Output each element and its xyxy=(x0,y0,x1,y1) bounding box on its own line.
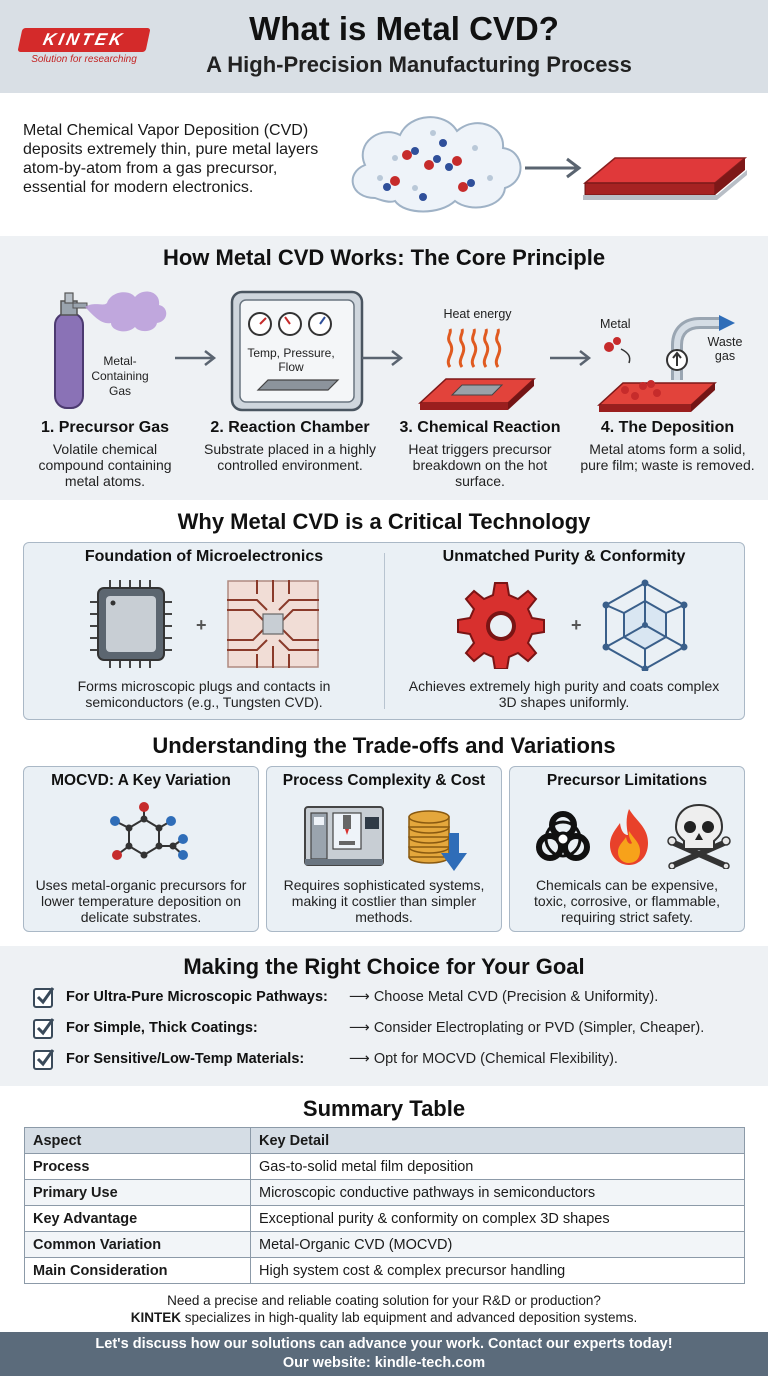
deposition-illustration xyxy=(595,305,740,415)
step-precursor-gas: 1. Precursor Gas Volatile chemical compound containing metal atoms. xyxy=(38,419,172,489)
gas-cloud-icon xyxy=(353,117,521,211)
gas-to-film-illustration xyxy=(345,103,750,228)
circuit-traces-icon xyxy=(227,580,319,668)
page-subtitle: A High-Precision Manufacturing Process xyxy=(206,52,632,77)
skull-crossbones-icon xyxy=(666,803,732,869)
table-cell-detail: Metal-Organic CVD (MOCVD) xyxy=(251,1232,745,1258)
table-cell-aspect: Main Consideration xyxy=(25,1258,251,1284)
footer-note-line2: KINTEK specializes in high-quality lab equipment and advanced deposition systems. xyxy=(130,1310,638,1325)
how-it-works-heading: How Metal CVD Works: The Core Principle xyxy=(162,245,606,270)
waste-pipe-icon xyxy=(667,315,735,380)
panel-title-precursor: Precursor Limitations xyxy=(546,772,708,789)
footer-note-line1: Need a precise and reliable coating solution for your R&D or production? xyxy=(167,1293,601,1308)
panel-title-mocvd: MOCVD: A Key Variation xyxy=(51,772,231,789)
plus-sign: + xyxy=(571,615,582,635)
table-cell-detail: Microscopic conductive pathways in semiconductors xyxy=(251,1180,745,1206)
choice-value: ⟶ Opt for MOCVD (Chemical Flexibility). xyxy=(349,1051,618,1067)
checkbox-checked-icon[interactable] xyxy=(33,986,55,1008)
table-cell-detail: High system cost & complex precursor handling xyxy=(251,1258,745,1284)
why-critical-heading: Why Metal CVD is a Critical Technology xyxy=(177,509,591,534)
biohazard-icon xyxy=(532,807,594,867)
3d-lattice-icon xyxy=(600,579,690,671)
table-row xyxy=(25,1180,745,1206)
panel-desc-precursor: Chemicals can be expensive, toxic, corrosive, or flammable, requiring strict safety. xyxy=(534,877,720,925)
svg-text:Containing: Containing xyxy=(91,369,149,383)
plus-sign: + xyxy=(196,615,207,635)
gauge-icon xyxy=(249,313,271,335)
checkbox-checked-icon[interactable] xyxy=(33,1017,55,1039)
table-cell-aspect: Primary Use xyxy=(25,1180,251,1206)
heat-waves-icon xyxy=(448,329,499,367)
cta-text: Let's discuss how our solutions can advance your work. Contact our experts today! xyxy=(95,1336,673,1352)
column-header: Key Detail xyxy=(251,1128,745,1154)
waste-gas-label: Waste gas xyxy=(707,335,743,363)
choice-heading: Making the Right Choice for Your Goal xyxy=(183,954,585,979)
choice-item xyxy=(33,1048,753,1074)
table-cell-detail: Exceptional purity & conformity on complex 3D shapes xyxy=(251,1206,745,1232)
metal-label: Metal xyxy=(600,317,631,331)
panel-desc-cost: Requires sophisticated systems, making it costlier than simpler methods. xyxy=(283,877,485,925)
svg-text:Gas: Gas xyxy=(108,384,132,398)
flame-icon xyxy=(606,807,652,867)
intro-text: Metal Chemical Vapor Deposition (CVD) deposits extremely thin, pure metal layers atom-by-atom from a gas precursor, essential for modern electronics. xyxy=(23,122,319,196)
choice-value: ⟶ Choose Metal CVD (Precision & Uniformity). xyxy=(349,989,659,1005)
arrow-right-icon xyxy=(525,159,579,177)
arrow-right-icon xyxy=(175,348,217,368)
checkbox-checked-icon[interactable] xyxy=(33,1048,55,1070)
header xyxy=(0,0,768,93)
chamber-label: Temp, Pressure, Flow xyxy=(247,346,335,374)
summary-table xyxy=(24,1127,745,1284)
gauge-icon xyxy=(279,313,301,335)
choice-label: For Sensitive/Low-Temp Materials: xyxy=(66,1051,305,1067)
metal-atom-icon xyxy=(604,337,621,352)
tradeoffs-heading: Understanding the Trade-offs and Variations xyxy=(152,733,616,758)
panel-title-microelectronics: Foundation of Microelectronics xyxy=(84,548,324,565)
table-cell-aspect: Key Advantage xyxy=(25,1206,251,1232)
gas-cylinder-icon xyxy=(55,293,87,408)
table-row xyxy=(25,1154,745,1180)
table-header-row xyxy=(25,1128,745,1154)
table-row xyxy=(25,1258,745,1284)
column-header: Aspect xyxy=(25,1128,251,1154)
choice-value: ⟶ Consider Electroplating or PVD (Simpler, Cheaper). xyxy=(349,1020,705,1036)
molecule-icon xyxy=(99,799,189,874)
heat-energy-label: Heat energy xyxy=(443,307,512,321)
intro-section xyxy=(0,93,768,236)
tradeoff-panel-precursor xyxy=(509,766,745,932)
coin-stack-down-icon xyxy=(405,803,475,875)
arrow-right-icon xyxy=(362,348,404,368)
table-cell-aspect: Common Variation xyxy=(25,1232,251,1258)
gauge-icon xyxy=(309,313,331,335)
cta-bar xyxy=(0,1332,768,1376)
choice-label: For Simple, Thick Coatings: xyxy=(66,1020,258,1036)
arrow-right-icon xyxy=(550,348,592,368)
tradeoff-panel-mocvd xyxy=(23,766,259,932)
panel-title-cost: Process Complexity & Cost xyxy=(282,772,486,789)
tradeoff-panel-cost xyxy=(266,766,502,932)
step-deposition: 4. The Deposition Metal atoms form a solid, pure film; waste is removed. xyxy=(580,419,755,473)
table-row xyxy=(25,1232,745,1258)
choice-item xyxy=(33,1017,753,1043)
table-cell-aspect: Process xyxy=(25,1154,251,1180)
metal-film-icon xyxy=(583,158,747,200)
footer-brand: KINTEK xyxy=(130,1310,181,1325)
gas-plume-icon xyxy=(85,291,166,331)
choice-item xyxy=(33,986,753,1012)
microchip-icon xyxy=(88,578,176,670)
website-link[interactable]: Our website: kindle-tech.com xyxy=(282,1355,486,1371)
summary-heading: Summary Table xyxy=(302,1096,466,1121)
footer-note xyxy=(0,1292,768,1326)
gear-icon xyxy=(456,579,546,669)
machine-icon xyxy=(303,803,385,869)
gas-label: Metal- xyxy=(103,354,137,368)
logo-tagline: Solution for researching xyxy=(31,54,137,65)
table-row xyxy=(25,1206,745,1232)
table-cell-detail: Gas-to-solid metal film deposition xyxy=(251,1154,745,1180)
step-reaction-chamber: 2. Reaction Chamber Substrate placed in a highly controlled environment. xyxy=(204,419,376,473)
panel-desc-purity: Achieves extremely high purity and coats complex 3D shapes uniformly. xyxy=(408,678,720,710)
page-title: What is Metal CVD? xyxy=(249,10,559,47)
step-chemical-reaction: 3. Chemical Reaction Heat triggers precursor breakdown on the hot surface. xyxy=(399,419,561,489)
chemical-reaction-illustration xyxy=(412,325,537,413)
panel-desc-microelectronics: Forms microscopic plugs and contacts in semiconductors (e.g., Tungsten CVD). xyxy=(77,678,331,710)
panel-title-purity: Unmatched Purity & Conformity xyxy=(442,548,686,565)
choice-label: For Ultra-Pure Microscopic Pathways: xyxy=(66,989,328,1005)
logo-wordmark: KINTEK xyxy=(17,28,150,52)
why-critical-panel xyxy=(23,542,745,720)
precursor-gas-illustration xyxy=(45,285,175,415)
panel-desc-mocvd: Uses metal-organic precursors for lower temperature deposition on delicate substrates. xyxy=(35,877,247,925)
